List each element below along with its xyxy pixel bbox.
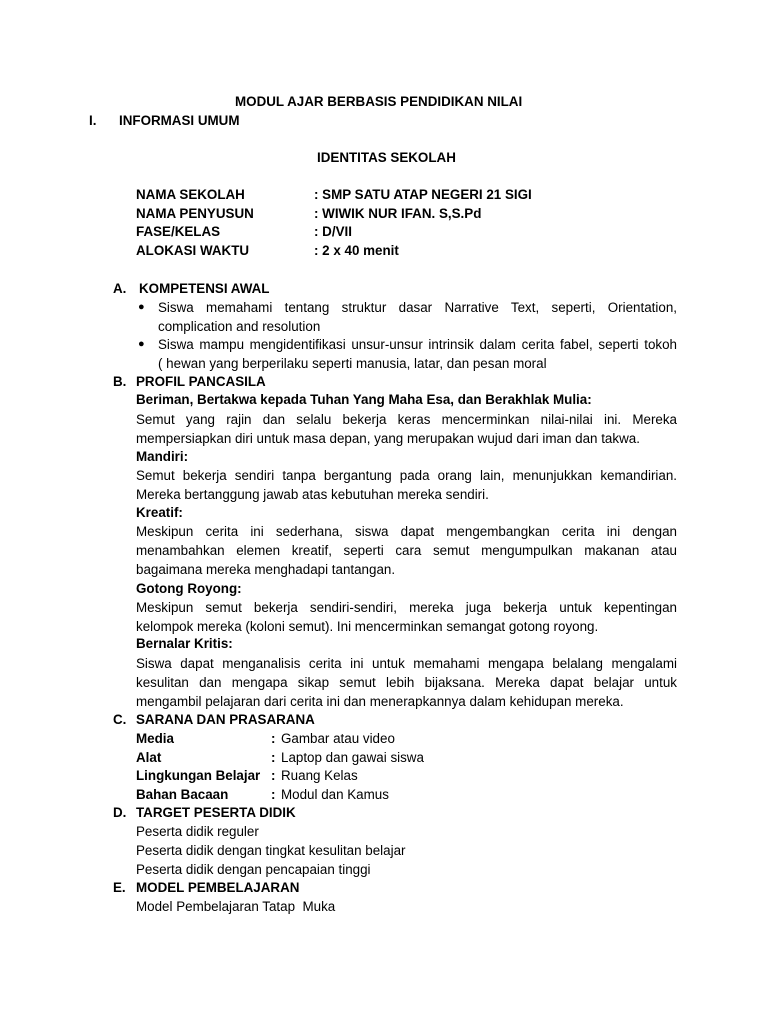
- profil-paragraph: [136, 467, 677, 505]
- profil-heading: Mandiri:: [136, 449, 189, 464]
- target-line: Peserta didik dengan tingkat kesulitan belajar: [136, 843, 406, 858]
- target-line: Peserta didik dengan pencapaian tinggi: [136, 862, 371, 877]
- paragraph-line: menambahkan elemen kreatif, seperti cara semut mengumpulkan makanan atau: [136, 542, 677, 558]
- identitas-value: : SMP SATU ATAP NEGERI 21 SIGI: [314, 187, 532, 202]
- sarana-value: Ruang Kelas: [281, 768, 358, 783]
- sarana-colon: :: [271, 768, 276, 783]
- paragraph-line: kesulitan dan mengapa sikap semut lebih bijaksana. Mereka dapat belajar untuk: [136, 674, 677, 690]
- bullet-line: Siswa memahami tentang struktur dasar Narrative Text, seperti, Orientation,: [158, 300, 677, 315]
- bullet-icon: ●: [138, 338, 145, 350]
- identitas-key: NAMA SEKOLAH: [136, 187, 245, 202]
- paragraph-line: Mereka bertanggung jawab atas kebutuhan mereka sendiri.: [136, 486, 489, 502]
- bullet-text: [158, 336, 677, 374]
- sarana-value: Gambar atau video: [281, 731, 395, 746]
- profil-heading: Bernalar Kritis:: [136, 636, 233, 651]
- sarana-colon: :: [271, 750, 276, 765]
- bullet-line: Siswa mampu mengidentifikasi unsur-unsur intrinsik dalam cerita fabel, seperti tokoh: [158, 337, 677, 352]
- identitas-value: : WIWIK NUR IFAN. S,S.Pd: [314, 206, 482, 221]
- profil-heading: Beriman, Bertakwa kepada Tuhan Yang Maha Esa, dan Berakhlak Mulia:: [136, 392, 592, 407]
- section-a-title: KOMPETENSI AWAL: [139, 281, 270, 296]
- target-line: Peserta didik reguler: [136, 824, 259, 839]
- section-e-title: MODEL PEMBELAJARAN: [136, 880, 300, 895]
- identitas-heading: IDENTITAS SEKOLAH: [317, 150, 456, 165]
- paragraph-line: Semut yang rajin dan selalu bekerja keras mencerminkan nilai-nilai ini. Mereka: [136, 412, 677, 427]
- paragraph-line: mempersiapkan diri untuk masa depan, yang merupakan wujud dari iman dan takwa.: [136, 430, 640, 446]
- section-a-letter: A.: [113, 281, 127, 296]
- section-d-title: TARGET PESERTA DIDIK: [136, 805, 296, 820]
- document-title: MODUL AJAR BERBASIS PENDIDIKAN NILAI: [235, 94, 523, 109]
- paragraph-line: mengambil pelajaran dari cerita ini dan menerapkannya dalam kehidupan mereka.: [136, 693, 624, 709]
- identitas-value: : 2 x 40 menit: [314, 243, 399, 258]
- identitas-key: ALOKASI WAKTU: [136, 243, 250, 258]
- identitas-value: : D/VII: [314, 224, 352, 239]
- sarana-key: Bahan Bacaan: [136, 787, 229, 802]
- model-line: Model Pembelajaran Tatap Muka: [136, 899, 336, 914]
- bullet-text: [158, 299, 677, 337]
- sarana-value: Laptop dan gawai siswa: [281, 750, 424, 765]
- paragraph-line: Semut bekerja sendiri tanpa bergantung pada orang lain, menunjukkan kemandirian.: [136, 468, 677, 483]
- bullet-icon: ●: [138, 301, 145, 313]
- section-d-letter: D.: [113, 805, 127, 820]
- sarana-colon: :: [271, 731, 276, 746]
- identitas-key: FASE/KELAS: [136, 224, 221, 239]
- section-b-letter: B.: [113, 374, 127, 389]
- bullet-line: ( hewan yang berperilaku seperti manusia, latar, dan pesan moral: [158, 355, 547, 371]
- paragraph-line: Siswa dapat menganalisis cerita ini untuk memahami mengapa belalang mengalami: [136, 656, 677, 671]
- sarana-value: Modul dan Kamus: [281, 787, 389, 802]
- paragraph-line: Meskipun semut bekerja sendiri-sendiri, mereka juga bekerja untuk kepentingan: [136, 600, 677, 615]
- section-c-title: SARANA DAN PRASARANA: [136, 712, 315, 727]
- profil-paragraph: [136, 523, 677, 579]
- identitas-key: NAMA PENYUSUN: [136, 206, 254, 221]
- profil-heading: Kreatif:: [136, 505, 183, 520]
- profil-paragraph: [136, 655, 677, 711]
- sarana-key: Lingkungan Belajar: [136, 768, 261, 783]
- sarana-key: Alat: [136, 750, 162, 765]
- section-title: INFORMASI UMUM: [119, 113, 240, 128]
- section-b-title: PROFIL PANCASILA: [136, 374, 266, 389]
- sarana-colon: :: [271, 787, 276, 802]
- paragraph-line: Meskipun cerita ini sederhana, siswa dapat mengembangkan cerita ini dengan: [136, 524, 677, 539]
- paragraph-line: kelompok mereka (koloni semut). Ini mencerminkan semangat gotong royong.: [136, 618, 599, 634]
- section-number: I.: [89, 113, 97, 128]
- section-e-letter: E.: [113, 880, 126, 895]
- profil-paragraph: [136, 599, 677, 637]
- section-c-letter: C.: [113, 712, 127, 727]
- profil-paragraph: [136, 411, 677, 449]
- paragraph-line: bagaimana mereka menghadapi tantangan.: [136, 561, 396, 577]
- sarana-key: Media: [136, 731, 174, 746]
- profil-heading: Gotong Royong:: [136, 581, 242, 596]
- bullet-line: complication and resolution: [158, 318, 321, 334]
